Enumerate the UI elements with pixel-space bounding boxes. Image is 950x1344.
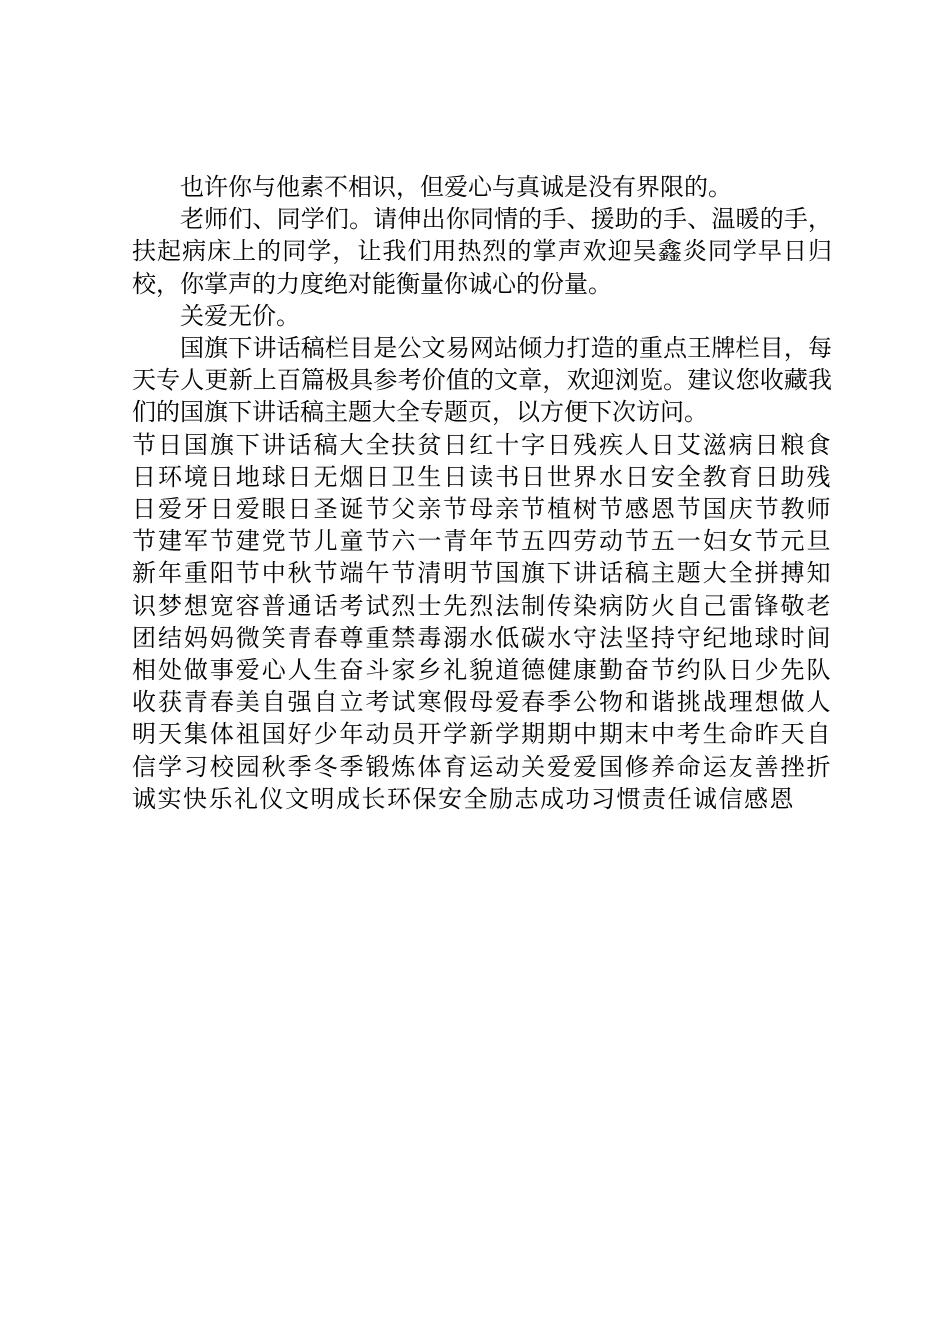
topic-tag-list: 节日国旗下讲话稿大全扶贫日红十字日残疾人日艾滋病日粮食日环境日地球日无烟日卫生日读书日世界水日安全教育日助残日爱牙日爱眼日圣诞节父亲节母亲节植树节感恩节国庆节教师节建军节建党节儿童节六一青年节五四劳动节五一妇女节元旦新年重阳节中秋节端午节清明节国旗下讲话稿主题大全拼搏知识梦想宽容普通话考试烈士先烈法制传染病防火自己雷锋敬老团结妈妈微笑青春尊重禁毒溺水低碳水守法坚持守纪地球时间相处做事爱心人生奋斗家乡礼貌道德健康勤奋节约队日少先队收获青春美自强自立考试寒假母爱春季公物和谐挑战理想做人明天集体祖国好少年动员开学新学期期中期末中考生命昨天自信学习校园秋季冬季锻炼体育运动关爱爱国修养命运友善挫折诚实快乐礼仪文明成长环保安全励志成功习惯责任诚信感恩 [132, 430, 832, 813]
paragraph-column-notice: 国旗下讲话稿栏目是公文易网站倾力打造的重点王牌栏目，每天专人更新上百篇极具参考价值的文章，欢迎浏览。建议您收藏我们的国旗下讲话稿主题大全专题页，以方便下次访问。 [132, 334, 832, 427]
paragraph-stranger-love: 也许你与他素不相识，但爱心与真诚是没有界限的。 [180, 173, 732, 201]
paragraph-appeal-to-students: 老师们、同学们。请伸出你同情的手、援助的手、温暖的手，扶起病床上的同学，让我们用热烈的掌声欢迎吴鑫炎同学早日归校，你掌声的力度绝对能衡量你诚心的份量。 [132, 205, 832, 298]
document-body [132, 171, 832, 815]
paragraph-care-priceless: 关爱无价。 [180, 301, 300, 330]
